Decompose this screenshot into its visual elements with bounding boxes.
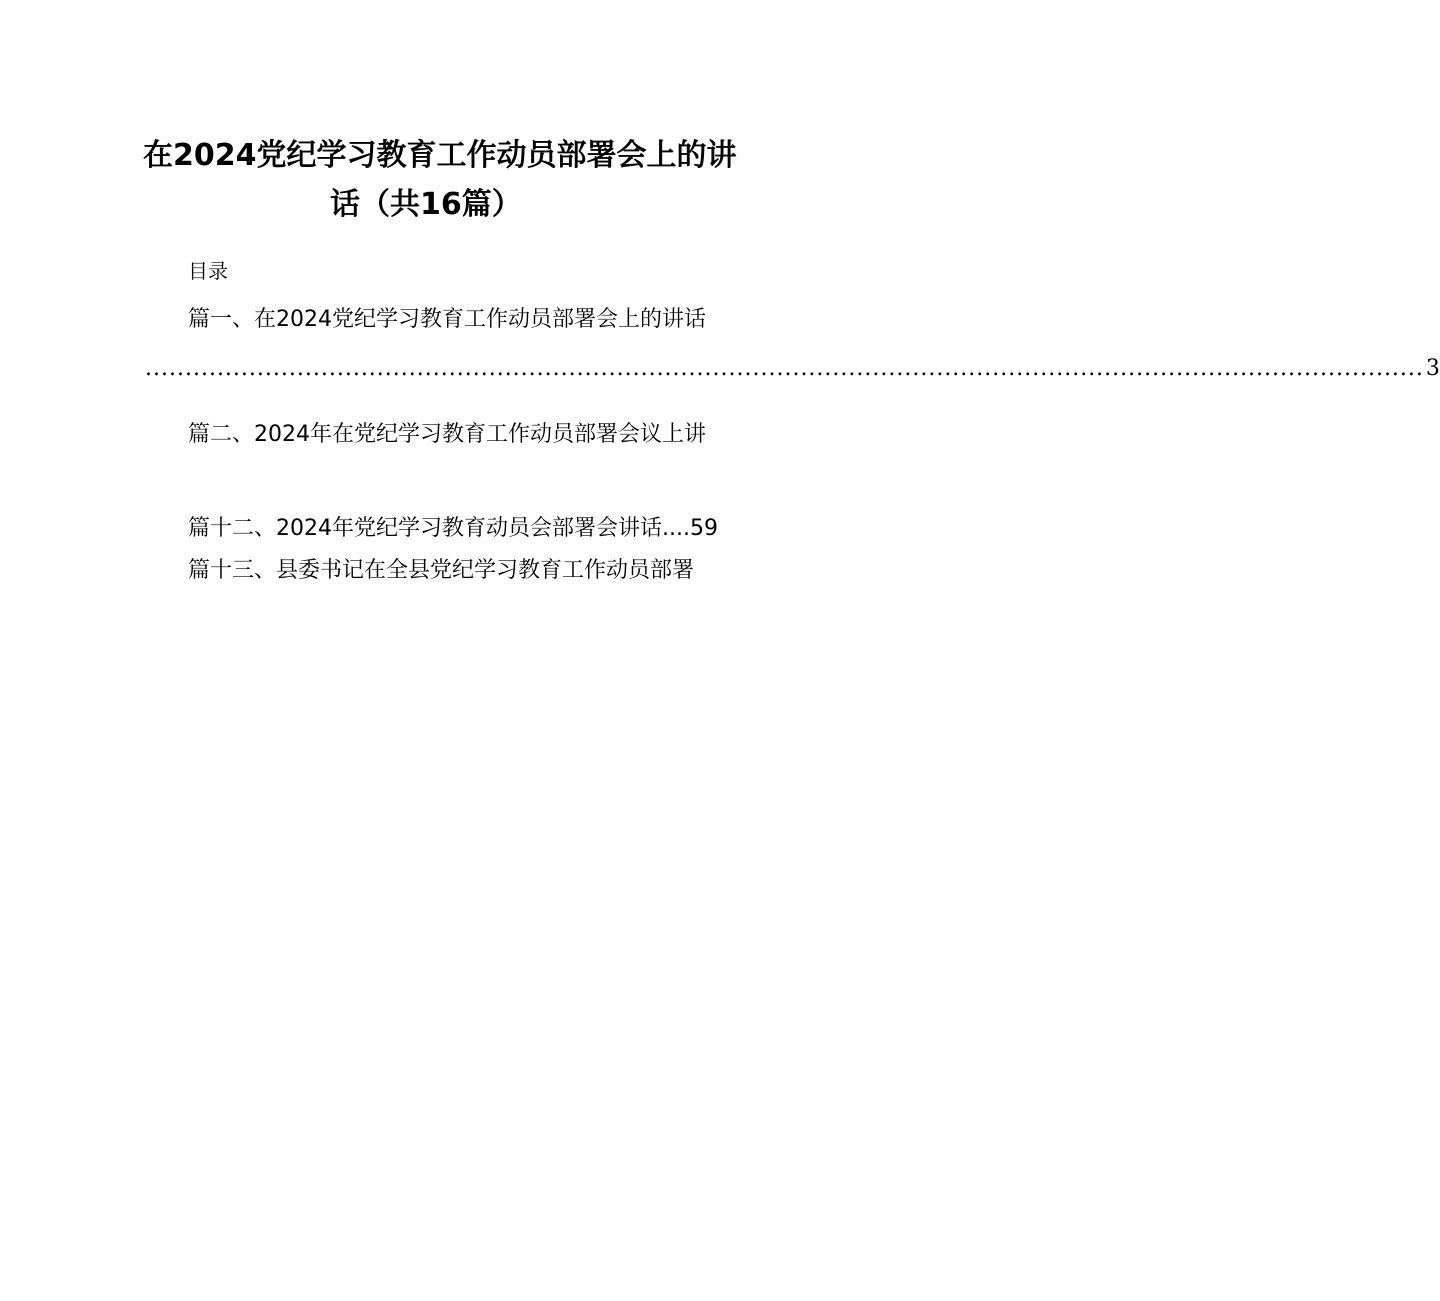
toc-entry-1[interactable]: 篇一、在2024党纪学习教育工作动员部署会上的讲话 (188, 307, 706, 332)
toc-heading: 目录 (188, 259, 228, 283)
toc-entry-1-leader[interactable] (145, 354, 1440, 384)
document-title-line-1: 在2024党纪学习教育工作动员部署会上的讲 (143, 138, 737, 173)
toc-entry-12[interactable]: 篇十二、2024年党纪学习教育动员会部署会讲话....59 (188, 516, 718, 541)
toc-entry-2[interactable]: 篇二、2024年在党纪学习教育工作动员部署会议上讲 (188, 422, 706, 447)
document-title-line-2: 话（共16篇） (330, 187, 522, 222)
toc-entry-13[interactable]: 篇十三、县委书记在全县党纪学习教育工作动员部署 (188, 558, 695, 583)
toc-entry-1-page-number: 3 (1425, 356, 1440, 381)
toc-leader-dots: ................................................................................................................................................................ (145, 356, 1424, 381)
